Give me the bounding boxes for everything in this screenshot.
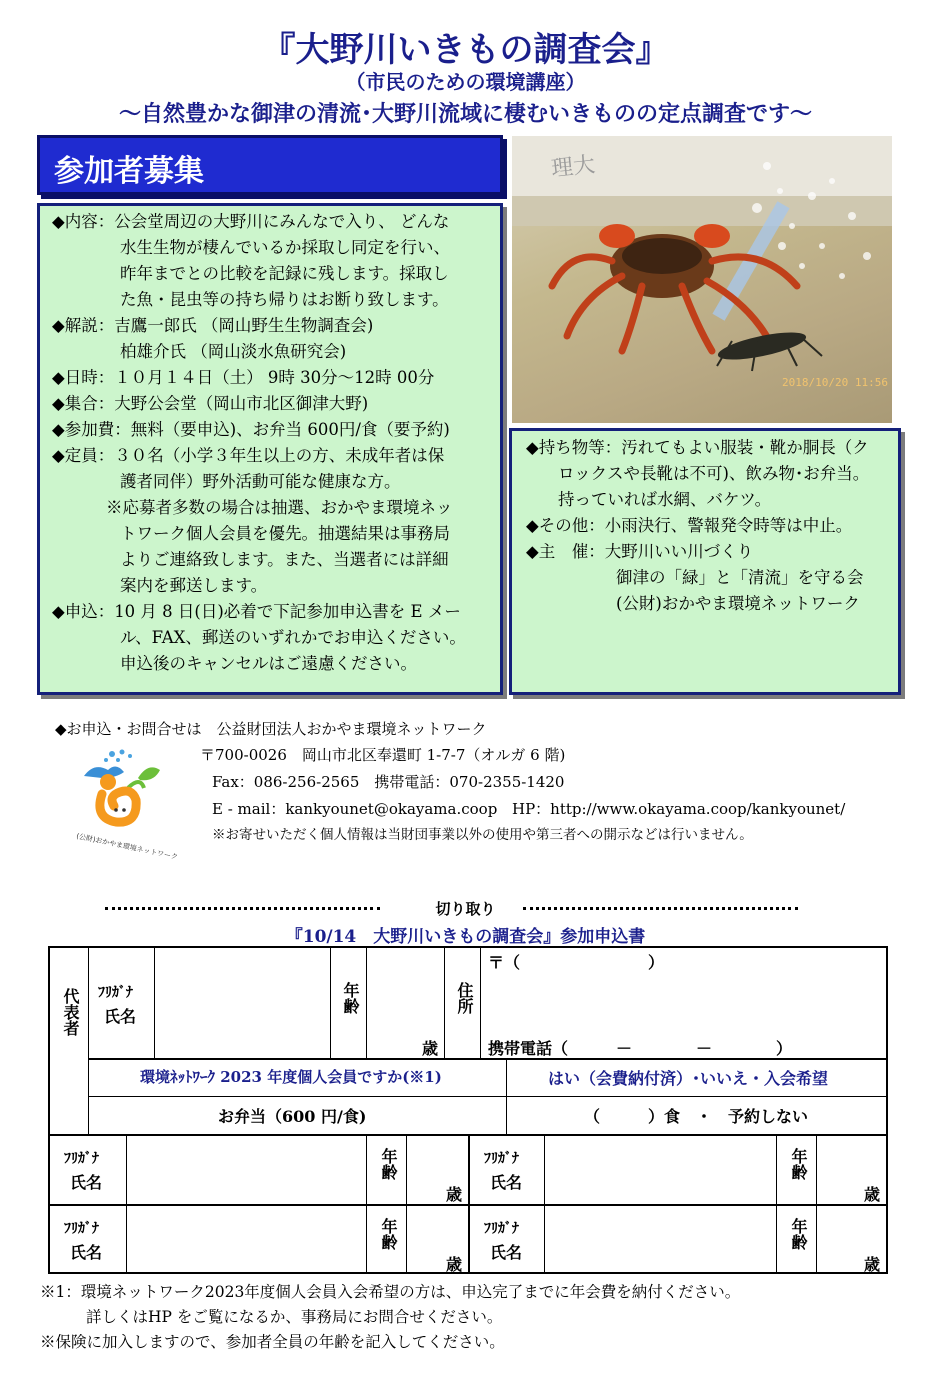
banner-label: 参加者募集	[54, 154, 204, 189]
postal-code-field[interactable]: 〒（ ）	[488, 953, 665, 972]
info-line: 持っていれば水網、バケツ。	[558, 490, 772, 509]
representative-label: 代表者	[61, 988, 80, 1036]
companion-name-field[interactable]	[128, 1206, 364, 1272]
page-tagline: ～自然豊かな御津の清流･大野川流域に棲むいきものの定点調査です～	[118, 102, 812, 127]
info-line: ◆主 催：大野川いい川づくり	[526, 542, 754, 561]
furigana-label: ﾌﾘｶﾞﾅ	[484, 1221, 519, 1237]
detail-line: 柏雄介氏 （岡山淡水魚研究会)	[120, 342, 347, 361]
svg-text:理大: 理大	[550, 152, 597, 182]
name-label: 氏名	[490, 1243, 523, 1262]
cut-dots-right	[523, 898, 798, 910]
detail-line: ◆集合：大野公会堂（岡山市北区御津大野)	[52, 394, 369, 413]
detail-line: ◆参加費：無料（要申込)、お弁当 600円/食（要予約)	[52, 420, 450, 439]
mobile-field[interactable]: 携帯電話（ － － ）	[488, 1039, 793, 1058]
cut-line	[0, 898, 931, 919]
name-label: 氏名	[70, 1243, 103, 1262]
age-label: 年齢	[379, 1148, 398, 1180]
furigana-label: ﾌﾘｶﾞﾅ	[484, 1151, 519, 1167]
address-field[interactable]	[482, 972, 882, 1032]
contact-heading: ◆お申込・お問合せは 公益財団法人おかやま環境ネットワーク	[55, 720, 487, 738]
member-options[interactable]: はい（会費納付済）･いいえ・入会希望	[548, 1069, 829, 1088]
info-line: 御津の「緑」と「清流」を守る会	[616, 568, 864, 587]
name-label: 氏名	[70, 1173, 103, 1192]
age-label: 年齢	[341, 982, 360, 1014]
name-label: 氏名	[490, 1173, 523, 1192]
age-unit: 歳	[446, 1185, 463, 1204]
application-form	[48, 946, 888, 1274]
crab-photo	[512, 136, 892, 423]
info-line: (公財)おかやま環境ネットワーク	[616, 594, 860, 613]
info-line: ロックスや長靴は不可)、飲み物･お弁当。	[558, 464, 870, 483]
detail-line: ◆定員：３０名（小学３年生以上の方、未成年者は保	[52, 446, 445, 465]
companion-name-field[interactable]	[128, 1136, 364, 1202]
detail-line: 案内を郵送します。	[120, 576, 268, 595]
detail-line: ※応募者多数の場合は抽選、おかやま環境ネッ	[106, 498, 453, 517]
page-title: 『大野川いきもの調査会』	[261, 30, 670, 70]
event-details-box	[37, 203, 503, 695]
detail-line: トワーク個人会員を優先。抽選結果は事務局	[120, 524, 450, 543]
age-unit: 歳	[422, 1039, 439, 1058]
address-label: 住所	[455, 982, 474, 1014]
bento-question: お弁当（600 円/食)	[218, 1107, 367, 1126]
age-unit: 歳	[864, 1185, 881, 1204]
age-unit: 歳	[446, 1255, 463, 1274]
privacy-note: ※お寄せいただく個人情報は当財団事業以外の使用や第三者への開示などは行いません。	[212, 827, 753, 843]
age-unit: 歳	[864, 1255, 881, 1274]
organization-logo	[72, 748, 179, 862]
contact-phones: Fax：086-256-2565 携帯電話：070-2355-1420	[212, 773, 565, 791]
detail-line: ◆申込：10 月 8 日(日)必着で下記参加申込書を E メー	[52, 602, 461, 621]
detail-line: ル、FAX、郵送のいずれかでお申込ください。	[120, 628, 466, 647]
contact-address: 〒700-0026 岡山市北区奉還町 1-7-7（オルガ 6 階)	[200, 746, 566, 764]
footnote-1: ※1：環境ネットワーク2023年度個人会員入会希望の方は、申込完了までに年会費を納付ください。	[40, 1283, 741, 1301]
contact-email: E - mail：kankyounet@okayama.coop	[212, 800, 498, 818]
logo-text: (公財)おかやま環境ネットワーク	[75, 832, 179, 862]
info-box	[509, 428, 901, 695]
crab-photo-illustration	[512, 136, 892, 423]
companion-name-field[interactable]	[546, 1206, 774, 1272]
contact-homepage: HP：http://www.okayama.coop/kankyounet/	[512, 800, 846, 818]
detail-line: ◆日時：１０月１４日（土） 9時 30分～12時 00分	[52, 368, 435, 387]
recruitment-banner	[37, 135, 503, 195]
member-question: 環境ﾈｯﾄﾜｰｸ 2023 年度個人会員ですか(※1)	[140, 1068, 442, 1086]
furigana-label: ﾌﾘｶﾞﾅ	[98, 985, 133, 1001]
rep-name-field[interactable]	[156, 950, 328, 1056]
detail-line: 昨年までとの比較を記録に残します。採取し	[120, 264, 449, 283]
detail-line: ◆内容：公会堂周辺の大野川にみんなで入り、 どんな	[52, 212, 450, 231]
detail-line: た魚・昆虫等の持ち帰りはお断り致します。	[120, 290, 449, 309]
furigana-label: ﾌﾘｶﾞﾅ	[64, 1151, 99, 1167]
name-label: 氏名	[104, 1007, 137, 1026]
footnote-1-detail: 詳しくはHP をご覧になるか、事務局にお問合せください。	[86, 1308, 503, 1326]
info-line: ◆持ち物等：汚れてもよい服装・靴か胴長（ク	[526, 438, 869, 457]
age-label: 年齢	[379, 1218, 398, 1250]
form-title: 『10/14 大野川いきもの調査会』参加申込書	[285, 927, 646, 947]
furigana-label: ﾌﾘｶﾞﾅ	[64, 1221, 99, 1237]
companion-name-field[interactable]	[546, 1136, 774, 1202]
page-subtitle: （市民のための環境講座）	[345, 70, 586, 94]
detail-line: よりご連絡致します。また、当選者には詳細	[120, 550, 449, 569]
footnote-insurance: ※保険に加入しますので、参加者全員の年齢を記入してください。	[40, 1333, 505, 1351]
bento-options[interactable]: （ ）食 ・ 予約しない	[584, 1107, 809, 1126]
age-label: 年齢	[789, 1218, 808, 1250]
detail-line: ◆解説：吉鷹一郎氏 （岡山野生生物調査会)	[52, 316, 374, 335]
cut-dots-left	[105, 898, 380, 910]
detail-line: 申込後のキャンセルはご遠慮ください。	[120, 654, 417, 673]
detail-line: 護者同伴）野外活動可能な健康な方。	[120, 472, 401, 491]
detail-line: 水生生物が棲んでいるか採取し同定を行い、	[120, 238, 450, 257]
photo-timestamp: 2018/10/20 11:56	[782, 376, 888, 389]
cut-label: 切り取り	[435, 900, 496, 918]
age-label: 年齢	[789, 1148, 808, 1180]
info-line: ◆その他：小雨決行、警報発令時等は中止。	[526, 516, 853, 535]
